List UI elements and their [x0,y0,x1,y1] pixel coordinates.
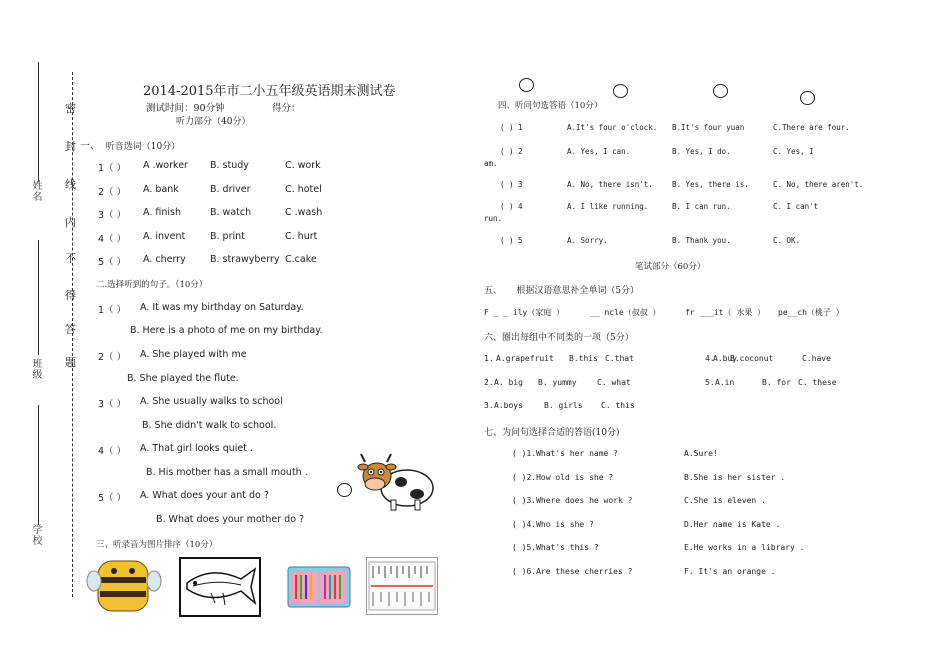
item-number: 5. [705,378,715,387]
question: ( )4.Who is she ? [512,520,594,529]
school-label: 学校 [30,524,41,546]
option-c: C. OK. [773,236,801,245]
option-a: A .worker [143,160,188,171]
seal-char: 题 [65,356,76,369]
option-b: B. print [210,231,245,242]
question-number: 1（ ） [98,163,127,174]
score-label: 得分： [272,103,301,114]
seal-char: 答 [65,323,76,336]
option-c: C. this [601,401,635,410]
item-number: 4. [705,354,715,363]
option-c: C. hurt [285,231,318,242]
option-a: A. cherry [143,254,186,265]
option-b: B. driver [210,184,251,195]
option-a: A.buy [713,354,738,363]
section3-heading: 三、听录音为图片排序（10分） [96,540,218,550]
question: ( )3.Where does he work ? [512,496,633,505]
option-a: A.boys [494,401,523,410]
option-b: B.coconut [730,354,774,363]
option-c: C.that [605,354,634,363]
answer-circle[interactable] [519,78,534,92]
sentence-b: B. His mother has a small mouth . [146,467,308,478]
option-b: B. strawyberry [210,254,280,265]
answer-option: E.He works in a library . [684,543,805,552]
sentence-a: A. It was my birthday on Saturday. [140,302,304,313]
name-blank-line [38,62,39,182]
answer-circle[interactable] [713,84,728,98]
question-number: 2（ ） [98,187,127,198]
fish-picture [179,557,261,617]
question-number: ( ) 3 [500,180,523,189]
class-label: 班级 [30,358,41,380]
option-c: C.have [802,354,831,363]
option-c: C. what [597,378,631,387]
option-b: B. Thank you. [672,236,731,245]
item-number: 3. [484,401,494,410]
question-number: 2（ ） [98,352,127,363]
ruler-picture [366,557,438,615]
option-a: A. big [494,378,523,387]
crayon-box-picture [282,557,356,613]
question-number: 5（ ） [98,257,127,268]
question-number: ( ) 5 [500,236,523,245]
option-c: C.There are four. [773,123,850,132]
section5-word-1: F _ _ ily（家庭 ） [484,308,565,317]
option-b: B. Yes, there is. [672,180,749,189]
option-c: C.cake [285,254,317,265]
question-number: 5（ ） [98,493,127,504]
option-a: A. No, there isn't. [567,180,653,189]
option-a: A. invent [143,231,186,242]
sentence-b: B. Here is a photo of me on my birthday. [130,325,323,336]
option-c-wrap: run. [484,214,503,223]
option-a: A. finish [143,207,181,218]
question-number: 3（ ） [98,399,127,410]
option-b: B. I can run. [672,202,731,211]
option-b: B. watch [210,207,252,218]
option-b: B. yummy [538,378,577,387]
answer-option: C.She is eleven . [684,496,766,505]
option-c-wrap: am. [484,159,498,168]
written-part-label: 笔试部分（60分） [635,262,706,272]
answer-circle[interactable] [613,84,628,98]
question: ( )1.What's her name ? [512,449,618,458]
option-a: A.in [715,378,735,387]
question-number: 1（ ） [98,305,127,316]
seal-char: 得 [65,289,76,302]
option-b: B. Yes, I do. [672,147,731,156]
question-number: 4（ ） [98,234,127,245]
cow-picture [357,450,437,514]
sentence-b: B. What does your mother do ? [156,514,305,525]
option-a: A. bank [143,184,179,195]
option-c: C. No, there aren't. [773,180,864,189]
option-c: C .wash [285,207,323,218]
question: ( )2.How old is she ? [512,473,614,482]
section7-heading: 七、为问句选择合适的答语(10分) [484,428,620,438]
seal-char: 不 [65,252,76,265]
listening-part-label: 听力部分（40分） [176,117,251,127]
option-b: B.this [569,354,598,363]
backpack-picture [86,557,164,613]
option-a: A. Yes, I can. [567,147,631,156]
section5-word-3: fr ___it（ 水果 ） [685,308,766,317]
question-number: 3（ ） [98,210,127,221]
answer-option: A.Sure! [684,449,718,458]
question-number: ( ) 1 [500,123,523,132]
seal-char: 内 [65,216,76,229]
exam-title: 2014-2015年市二小五年级英语期末测试卷 [143,84,396,99]
section5-word-2: __ ncle（叔叔 ） [590,308,661,317]
option-a: A.grapefruit [496,354,554,363]
section4-heading: 四、听问句选答语（10分） [498,101,603,111]
question-number: ( ) 4 [500,202,523,211]
option-b: B. for [762,378,791,387]
sentence-b: B. She didn't walk to school. [142,420,277,431]
question: ( )5.What's this ? [512,543,599,552]
sentence-a: A. What does your ant do ? [140,490,269,501]
sentence-a: A. That girl looks quiet . [140,443,254,454]
option-c: C. hotel [285,184,322,195]
question: ( )6.Are these cherries ? [512,567,633,576]
option-c: C. Yes, I [773,147,814,156]
item-number: 1. [484,354,494,363]
answer-option: F. It's an orange . [684,567,776,576]
sentence-b: B. She played the flute. [127,373,239,384]
answer-circle[interactable] [800,91,815,105]
seal-char: 线 [65,178,76,191]
answer-option: D.Her name is Kate . [684,520,781,529]
section1-heading: 一、 听音选词（10分） [80,141,181,152]
section5-word-4: pe__ch（桃子 ） [778,308,844,317]
question-number: ( ) 2 [500,147,523,156]
school-blank-line [38,405,39,525]
section5-heading: 五、 根据汉语意思补全单词（5分） [484,286,640,296]
option-b: B.It's four yuan [672,123,745,132]
section2-heading: 二.选择听到的句子。（10分） [96,280,208,290]
option-b: B. girls [544,401,583,410]
answer-circle[interactable] [337,483,352,497]
seal-char: 密 [65,102,76,115]
test-time: 测试时间：90分钟 [146,103,225,114]
sentence-a: A. She usually walks to school [140,396,283,407]
option-b: B. study [210,160,249,171]
seal-char: 封 [65,140,76,153]
class-blank-line [38,240,39,355]
name-label: 姓名 [30,180,41,202]
item-number: 2. [484,378,494,387]
option-a: A. Sorry. [567,236,608,245]
option-a: A.It's four o'clock. [567,123,658,132]
option-a: A. I like running. [567,202,649,211]
sentence-a: A. She played with me [140,349,247,360]
question-number: 4（ ） [98,446,127,457]
option-c: C. work [285,160,321,171]
option-c: C. these [798,378,837,387]
answer-option: B.She is her sister . [684,473,786,482]
section6-heading: 六、圈出每组中不同类的一项（5分） [484,333,634,343]
option-c: C. I can't [773,202,819,211]
